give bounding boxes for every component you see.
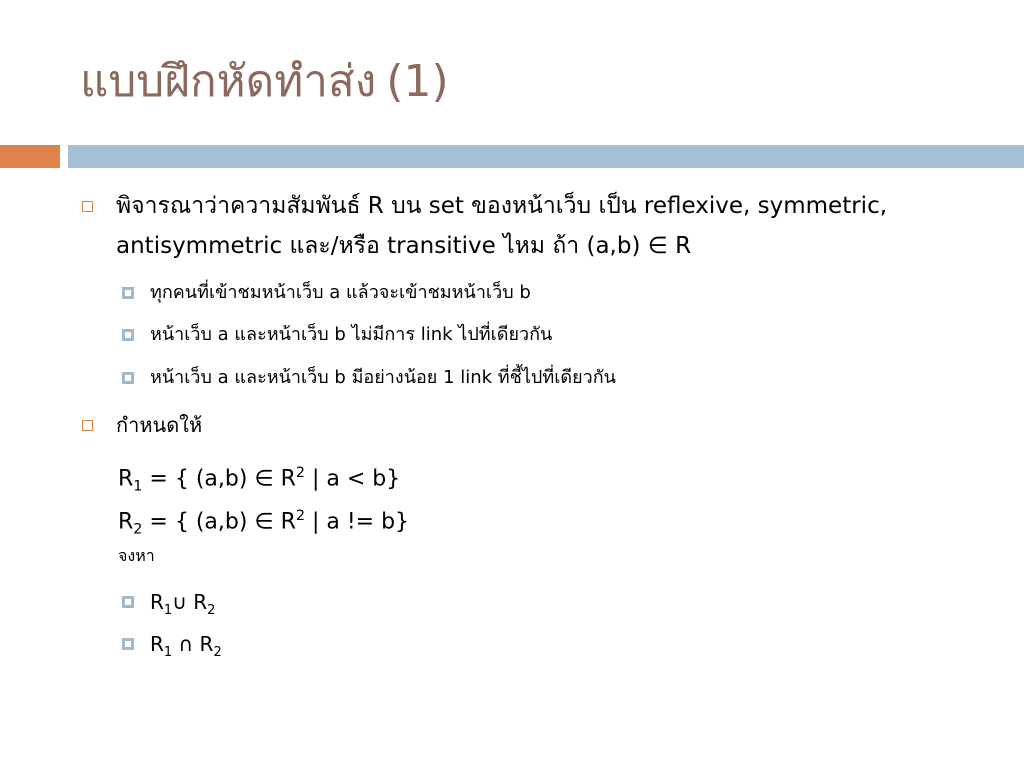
- title-number: (1): [386, 56, 449, 107]
- sub-bullet-square-icon: [122, 287, 134, 299]
- relation-r2-sup: 2: [295, 508, 305, 524]
- union-operand-b: R: [193, 590, 208, 614]
- sub-bullet-square-icon: [122, 372, 134, 384]
- relation-r2-pre: = { (a,b) ∈ R: [142, 509, 296, 535]
- relation-r2-post: | a != b}: [304, 509, 410, 535]
- question-1-line-2: antisymmetric และ/หรือ transitive ไหม ถ้า (a,b) ∈ R: [116, 233, 692, 259]
- bullet-square-icon: [82, 420, 93, 431]
- union-operand-b-sub: 2: [207, 603, 216, 618]
- intersection-operator: ∩: [172, 632, 200, 656]
- relation-r1-name: R: [118, 466, 134, 492]
- question-1-item-3: หน้าเว็บ a และหน้าเว็บ b มีอย่างน้อย 1 link ที่ชี้ไปที่เดียวกัน: [150, 367, 616, 388]
- find-label: จงหา: [118, 546, 155, 565]
- relation-r2: [118, 499, 409, 547]
- relation-r1: [118, 456, 400, 504]
- accent-bar-orange: [0, 145, 60, 168]
- sub-bullet-square-icon: [122, 596, 134, 608]
- relation-r1-sub: 1: [133, 478, 143, 495]
- accent-bar-blue: [68, 145, 1024, 168]
- sub-bullet-square-icon: [122, 638, 134, 650]
- find-intersection: [150, 629, 222, 668]
- relation-r1-post: | a < b}: [304, 466, 401, 492]
- title-text: แบบฝึกหัดทำส่ง: [80, 56, 377, 107]
- intersection-operand-a: R: [150, 632, 164, 656]
- intersection-operand-b-sub: 2: [213, 645, 222, 660]
- question-1-item-1: ทุกคนที่เข้าชมหน้าเว็บ a แล้วจะเข้าชมหน้าเว็บ b: [150, 282, 531, 303]
- relation-r2-name: R: [118, 509, 134, 535]
- question-1-line-1: พิจารณาว่าความสัมพันธ์ R บน set ของหน้าเว็บ เป็น reflexive, symmetric,: [116, 193, 888, 219]
- slide-title: [80, 52, 449, 112]
- question-1-item-2: หน้าเว็บ a และหน้าเว็บ b ไม่มีการ link ไปที่เดียวกัน: [150, 324, 553, 345]
- sub-bullet-square-icon: [122, 329, 134, 341]
- relation-r1-pre: = { (a,b) ∈ R: [142, 466, 296, 492]
- union-operator: ∪: [172, 590, 194, 614]
- union-operand-a-sub: 1: [163, 603, 173, 618]
- find-union: [150, 587, 215, 626]
- intersection-operand-a-sub: 1: [163, 645, 173, 660]
- union-operand-a: R: [150, 590, 164, 614]
- relation-r1-sup: 2: [295, 465, 305, 481]
- intersection-operand-b: R: [199, 632, 214, 656]
- question-2-label: กำหนดให้: [116, 413, 203, 437]
- relation-r2-sub: 2: [133, 521, 143, 538]
- bullet-square-icon: [82, 201, 93, 212]
